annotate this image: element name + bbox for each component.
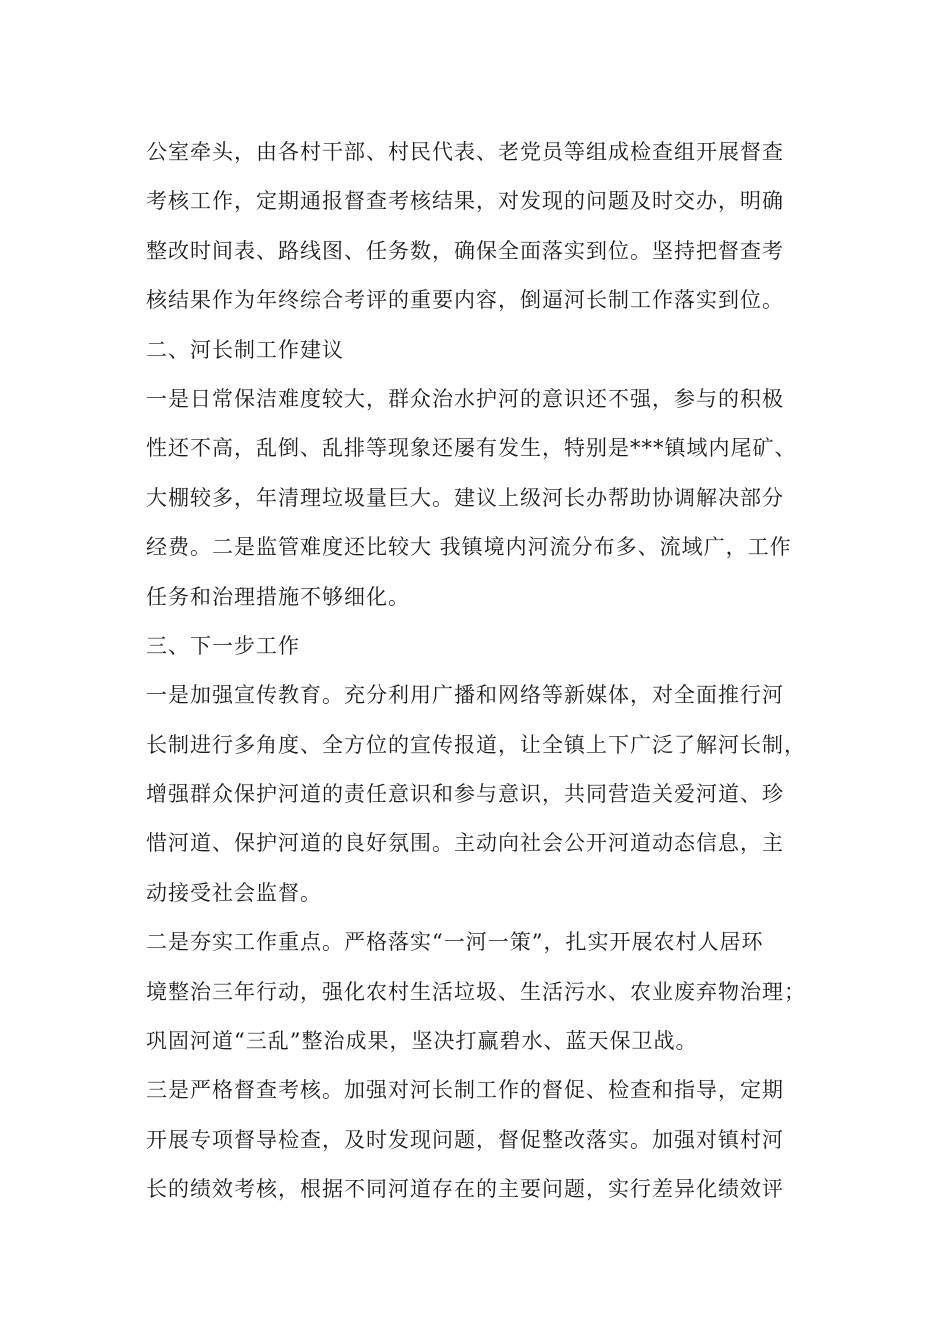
- text-line: 动接受社会监督。: [146, 880, 322, 905]
- text-line: 开展专项督导检查，及时发现问题，督促整改落实。加强对镇村河: [146, 1127, 784, 1152]
- document-body: [146, 128, 836, 1215]
- text-line: 核结果作为年终综合考评的重要内容，倒逼河长制工作落实到位。: [146, 288, 784, 313]
- text-line: 三是严格督查考核。加强对河长制工作的督促、检查和指导，定期: [146, 1078, 784, 1103]
- text-line: 整改时间表、路线图、任务数，确保全面落实到位。坚持把督查考: [146, 238, 784, 263]
- text-line: 经费。二是监管难度还比较大 我镇境内河流分布多、流域广，工作: [146, 535, 792, 560]
- section-heading: 三、下一步工作: [146, 633, 300, 658]
- text-line: 性还不高，乱倒、乱排等现象还屡有发生，特别是***镇域内尾矿、: [146, 436, 797, 461]
- text-line: 长制进行多角度、全方位的宣传报道，让全镇上下广泛了解河长制，: [146, 732, 806, 757]
- text-line: 增强群众保护河道的责任意识和参与意识，共同营造关爱河道、珍: [146, 782, 784, 807]
- text-line: 公室牵头，由各村干部、村民代表、老党员等组成检查组开展督查: [146, 140, 784, 164]
- text-line: 长的绩效考核，根据不同河道存在的主要问题，实行差异化绩效评: [146, 1177, 784, 1202]
- section-heading: 二、河长制工作建议: [146, 337, 344, 362]
- text-line: 一是日常保洁难度较大，群众治水护河的意识还不强，参与的积极: [146, 386, 784, 411]
- text-line: 考核工作，定期通报督查考核结果，对发现的问题及时交办，明确: [146, 189, 784, 214]
- text-line: 惜河道、保护河道的良好氛围。主动向社会公开河道动态信息，主: [146, 831, 784, 856]
- text-line: 任务和治理措施不够细化。: [146, 584, 410, 609]
- text-line: 巩固河道“三乱”整治成果，坚决打赢碧水、蓝天保卫战。: [146, 1029, 698, 1054]
- text-line: 二是夯实工作重点。严格落实“一河一策”，扎实开展农村人居环: [146, 930, 764, 955]
- text-line: 境整治三年行动，强化农村生活垃圾、生活污水、农业废弃物治理；: [146, 979, 806, 1004]
- text-line: 一是加强宣传教育。充分利用广播和网络等新媒体，对全面推行河: [146, 683, 784, 708]
- text-line: 大棚较多，年清理垃圾量巨大。建议上级河长办帮助协调解决部分: [146, 485, 784, 510]
